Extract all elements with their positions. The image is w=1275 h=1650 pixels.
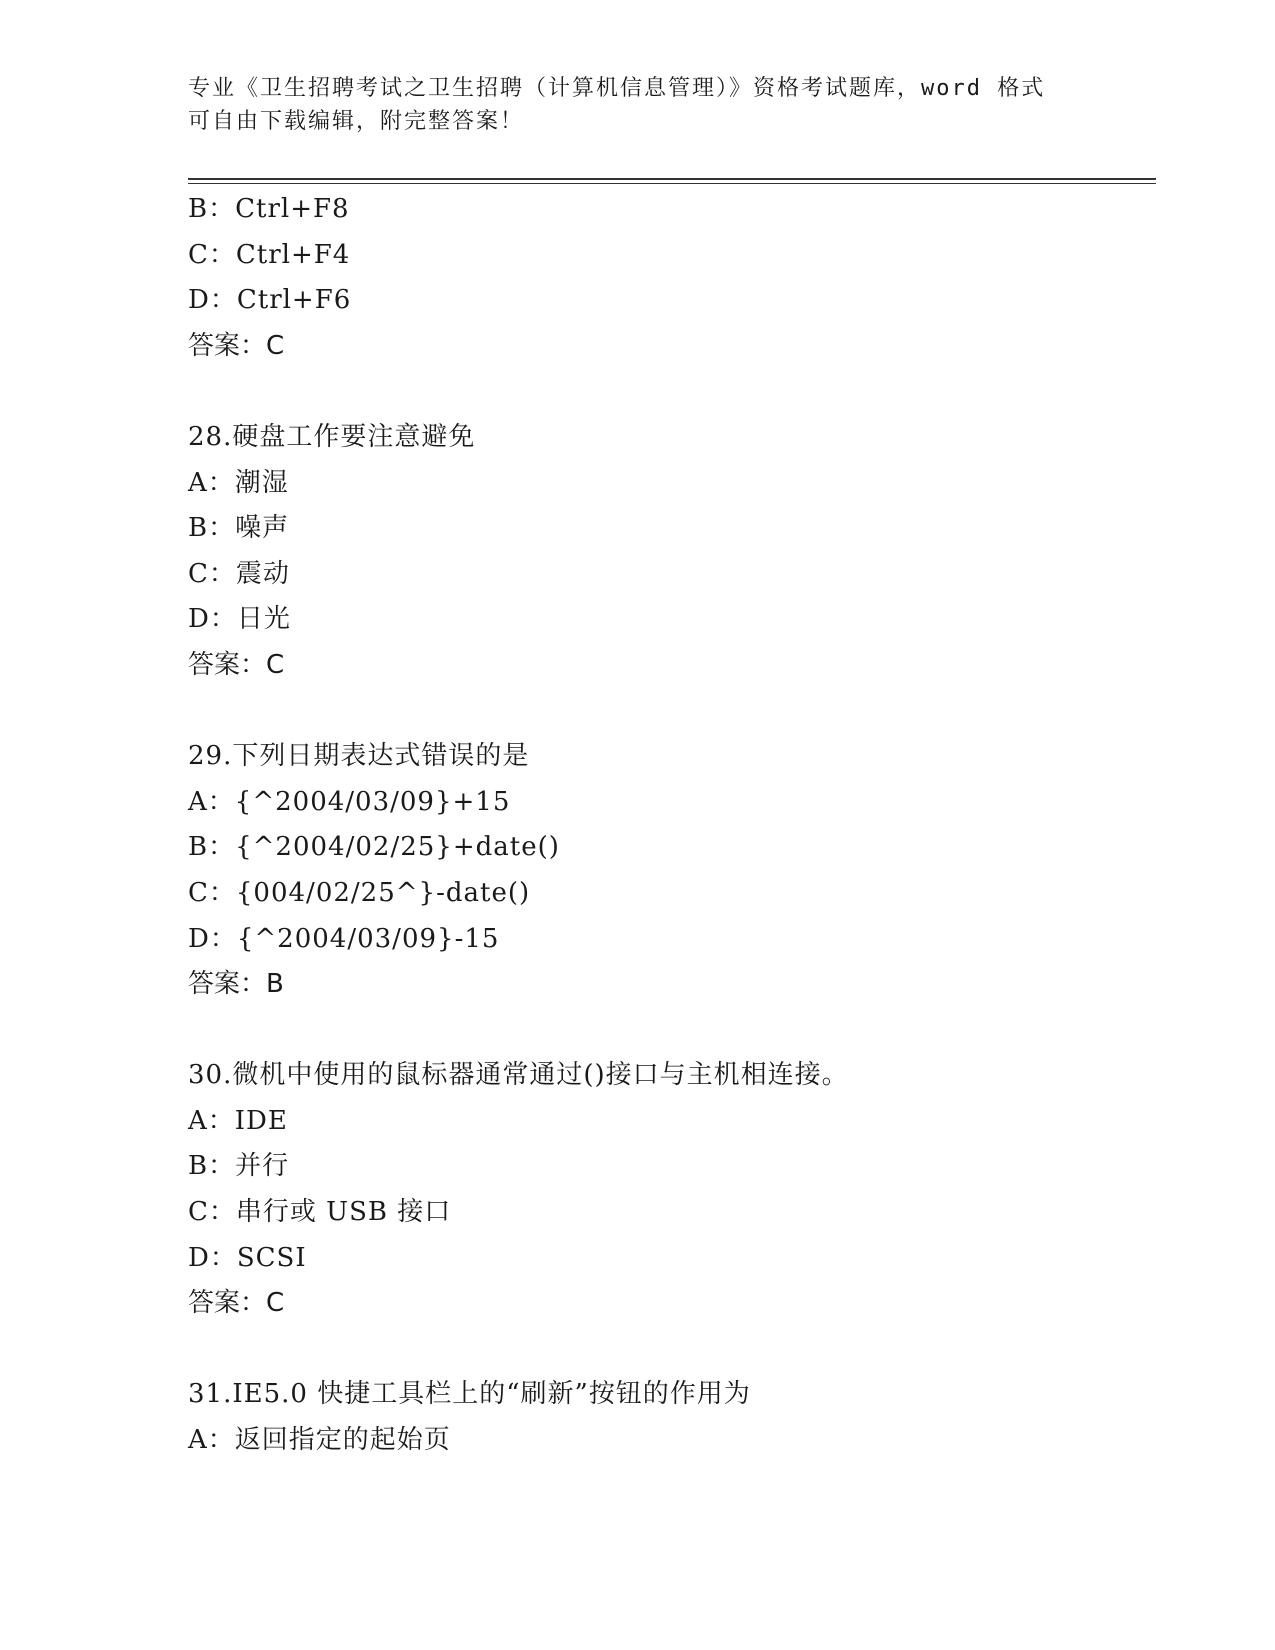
spacer [188,369,1148,415]
option-a: A：IDE [188,1105,288,1136]
question-text: 29.下列日期表达式错误的是 [188,741,530,772]
answer-line: 答案：B [188,969,284,1000]
question-text: 30.微机中使用的鼠标器通常通过()接口与主机相连接。 [188,1060,849,1091]
header-line-1: 专业《卫生招聘考试之卫生招聘（计算机信息管理）》资格考试题库，word 格式 [188,76,1046,101]
header-line-2: 可自由下载编辑，附完整答案！ [188,109,525,134]
question-text: 31.IE5.0 快捷工具栏上的“刷新”按钮的作用为 [188,1379,751,1410]
question-block-28 [188,415,1148,689]
option-a: A：潮湿 [188,467,289,498]
option-d: D：日光 [188,604,291,635]
answer-line: 答案：C [188,1288,285,1319]
answer-line: 答案：C [188,649,285,680]
header-divider-thick [188,178,1156,180]
header-divider-thin [188,183,1156,184]
answer-line: 答案：C [188,330,285,361]
option-c: C：震动 [188,558,290,589]
option-a: A：{^2004/03/09}+15 [188,786,511,817]
question-block-29 [188,734,1148,1008]
option-c: C：串行或 USB 接口 [188,1197,452,1228]
option-d: D：Ctrl+F6 [188,285,352,316]
option-b: B：并行 [188,1151,290,1182]
question-block-30 [188,1053,1148,1327]
option-b: B：{^2004/02/25}+date() [188,832,560,863]
option-d: D：SCSI [188,1242,307,1273]
question-list [188,187,1148,1464]
option-c: C：{004/02/25^}-date() [188,877,531,908]
question-block-31 [188,1372,1148,1463]
question-block-27 [188,187,1148,369]
option-b: B：噪声 [188,513,290,544]
option-b: B：Ctrl+F8 [188,194,350,224]
question-text: 28.硬盘工作要注意避免 [188,421,476,452]
option-c: C：Ctrl+F4 [188,239,351,270]
option-d: D：{^2004/03/09}-15 [188,923,500,954]
spacer [188,1008,1148,1054]
spacer [188,1327,1148,1373]
spacer [188,689,1148,735]
option-a: A：返回指定的起始页 [188,1425,451,1456]
document-header [188,72,1088,138]
